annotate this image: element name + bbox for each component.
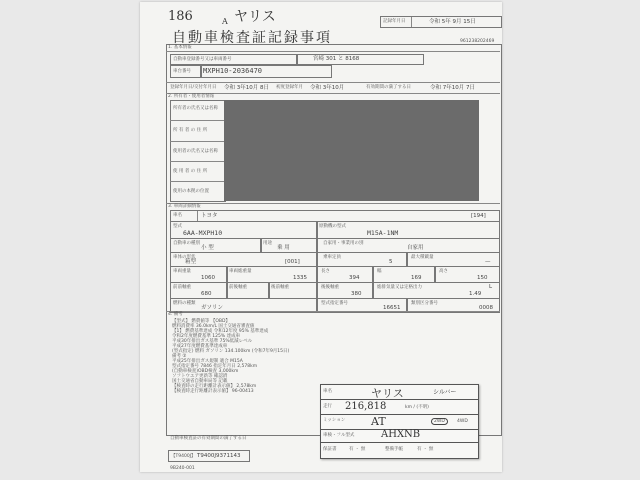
height-cell (434, 266, 500, 283)
width-value: 169 (411, 275, 422, 281)
page-code: 9B240-001 (170, 466, 195, 471)
owner-row-4: 使 用 者 の 住 所 (173, 169, 208, 174)
owner-row-5: 使用の本拠の位置 (173, 189, 209, 194)
body-label: 車体の形状 (173, 255, 196, 260)
cert-value: 16651 (383, 305, 401, 311)
footer-note: 自動車検査証の有効期間の満了する日 (170, 436, 247, 441)
private-cell (316, 238, 500, 253)
remark-line: 【型式】 燃費値等 【OBD】 (172, 319, 230, 324)
engine-cell (316, 221, 500, 239)
vin-value-box (200, 65, 332, 78)
rear-axle-cell (268, 282, 318, 299)
remark-line: (型式指定) 燃料 ガソリン 134.100km (令和7年9月15日) (172, 349, 290, 354)
reg-label-box (170, 54, 298, 65)
displacement-cell (372, 282, 500, 299)
redacted-owner-info (224, 100, 479, 201)
capacity-cell (316, 252, 408, 267)
vin-label-box (170, 65, 202, 78)
card-row5-mid-value: 有 ・ 無 (417, 447, 434, 452)
remark-line: 備考 ② (172, 354, 187, 359)
card-row5-value: 有 ・ 無 (349, 447, 366, 452)
card-row5-label: 保証書 (323, 447, 337, 452)
card-row1-value: ヤリス (371, 387, 404, 400)
date-registered: 令和 3年10月 8日 (224, 85, 269, 91)
remark-line: 【1】 燃費基準達成 令和12年度 95% 基準達成 (172, 329, 269, 334)
card-row1-mark: シルバー (433, 389, 457, 396)
rear-label: 後前軸重 (271, 285, 289, 290)
class-label: 類別区分番号 (411, 301, 438, 306)
card-4wd-option: 4WD (457, 419, 468, 424)
fuel-label: 燃料の種類 (173, 301, 196, 306)
use-label: 用途 (263, 241, 272, 246)
date-expiry: 令和 7年10月 7日 (430, 85, 475, 91)
use-cell (260, 238, 318, 253)
front-value: 680 (201, 291, 212, 297)
first-reg-label: 初度登録年月 (276, 85, 303, 90)
length-cell (316, 266, 374, 283)
card-row3-value: AT (371, 415, 386, 428)
kind-value: 小 型 (201, 245, 214, 251)
document-title: 自動車検査証記録事項 (172, 30, 332, 46)
record-date-box (380, 16, 502, 28)
record-date: 令和 5年 9月 15日 (429, 19, 476, 25)
private-label: 自家用・事業用の別 (323, 241, 364, 246)
card-row4-label: 車検・フル型式 (323, 433, 355, 438)
card-row1-label: 車名 (323, 389, 332, 394)
remark-line: 国土交通省自動車局等 記載 (172, 379, 228, 384)
kind-cell (170, 238, 262, 253)
use-value: 乗 用 (277, 245, 290, 251)
engine-value: M15A-1NM (367, 229, 399, 237)
weight-cell (170, 266, 228, 283)
remark-line: ソフトウエア更新等 確認済 (172, 374, 228, 379)
width-cell (372, 266, 436, 283)
remark-line: 燃料消費率 36.0km/L 国土交通省審査値 (172, 324, 255, 329)
rear2-label: 後後軸重 (321, 285, 339, 290)
engine-label: 原動機の型式 (319, 224, 346, 229)
maxload-label: 最大積載量 (411, 255, 434, 260)
remark-line: (自動車検査)OBD検査 3,000km (172, 369, 239, 374)
gross-label: 車両総重量 (229, 269, 252, 274)
disp-value: 1.49 (469, 291, 482, 297)
length-label: 長さ (321, 269, 330, 274)
footer-id-label: 【T9400J】 (171, 454, 196, 459)
section-owner-label: 2. 所有者・使用者情報 (168, 94, 215, 99)
reg-value: 宮崎 301 と 8168 (313, 56, 360, 62)
front-label: 前前軸重 (173, 285, 191, 290)
remark-line: 令和2年度燃費基準 125% 達成車 (172, 334, 241, 339)
handwritten-number: 186 (168, 9, 193, 24)
vin-value: MXPH10-2036470 (203, 67, 263, 75)
record-date-label: 記録年月日 (383, 19, 406, 24)
cert-label: 型式指定番号 (321, 301, 348, 306)
weight-value: 1060 (201, 275, 215, 281)
body-code: [001] (285, 259, 300, 265)
disp-unit: L (489, 284, 493, 290)
height-value: 150 (477, 275, 488, 281)
expiry-label: 有効期間の満了する日 (366, 85, 411, 90)
remark-line: 型式指定番号 7846 指定年月日 2,578km (172, 364, 258, 369)
section-remarks-label: 4. 備考 (168, 312, 183, 317)
gross-cell (226, 266, 318, 283)
card-row2-value: 216,818 (345, 401, 387, 412)
rear-value: 380 (351, 291, 362, 297)
owner-row-3: 使用者の氏名又は名称 (173, 149, 218, 154)
card-row2-unit: km / (不明) (405, 405, 429, 410)
handwritten-model: ヤリス (234, 9, 276, 25)
footer-id-box (168, 450, 250, 462)
capacity-label: 乗車定員 (323, 255, 341, 260)
private-value: 自家用 (407, 245, 424, 251)
maker-code: [194] (471, 213, 486, 219)
card-row3-label: ミッション (323, 418, 346, 423)
type-label: 型式 (173, 224, 182, 229)
class-value: 0008 (479, 305, 493, 311)
card-2wd-option: 2WD (431, 418, 448, 425)
front-axle-cell (170, 282, 228, 299)
type-cell (170, 221, 318, 239)
section-basic-label: 1. 基本情報 (168, 45, 192, 50)
front2-axle-cell (226, 282, 270, 299)
footer-id-value: T9400J9371143 (197, 453, 241, 459)
section-vehicle-label: 3. 車両詳細情報 (168, 204, 201, 209)
fuel-value: ガソリン (201, 305, 224, 311)
dates-label: 登録年月日/交付年月日 (170, 85, 217, 90)
owner-row-1: 所有者の氏名又は名称 (173, 106, 218, 111)
width-label: 幅 (377, 269, 382, 274)
remark-line: 平成27年度燃費基準達成車 (172, 344, 228, 349)
card-row4-value: AHXNB (381, 429, 421, 440)
reg-label: 自動車登録番号又は車両番号 (173, 57, 232, 62)
reg-value-box (296, 54, 424, 65)
maker-value: トヨタ (201, 213, 218, 219)
doc-number: 961238202469 (460, 39, 495, 44)
rear2-axle-cell (316, 282, 374, 299)
body-cell (170, 252, 318, 267)
weight-label: 車両重量 (173, 269, 191, 274)
maxload-value: — (485, 259, 491, 265)
remark-line: 平成25年排出ガス規制 適合 M15A (172, 359, 243, 364)
maker-label: 車名 (173, 213, 182, 218)
date-first-reg: 令和 3年10月 (310, 85, 345, 91)
owner-row-2: 所 有 者 の 住 所 (173, 128, 208, 133)
card-row5-mid: 整備手帳 (385, 447, 403, 452)
card-row2-label: 走行 (323, 404, 332, 409)
kind-label: 自動車の種別 (173, 241, 200, 246)
capacity-value: 5 (389, 259, 393, 265)
length-value: 394 (349, 275, 360, 281)
type-value: 6AA-MXPH10 (183, 229, 223, 237)
vin-label: 車台番号 (173, 69, 191, 74)
remarks-list (172, 319, 289, 394)
maxload-cell (406, 252, 500, 267)
height-label: 高さ (439, 269, 448, 274)
body-value: 箱型 (185, 259, 197, 265)
sales-card (320, 384, 479, 459)
disp-label: 総排気量又は定格出力 (377, 285, 422, 290)
remark-line: 平成30年排出ガス基準 75%低減レベル (172, 339, 253, 344)
remark-line: 【検査時の走行距離計表示値】 2,578km (172, 384, 257, 389)
handwritten-a: A (222, 17, 228, 26)
gross-value: 1335 (293, 275, 307, 281)
remark-line: 【検査時走行距離計表示値】 96-00413 (172, 389, 254, 394)
front2-label: 前後軸重 (229, 285, 247, 290)
